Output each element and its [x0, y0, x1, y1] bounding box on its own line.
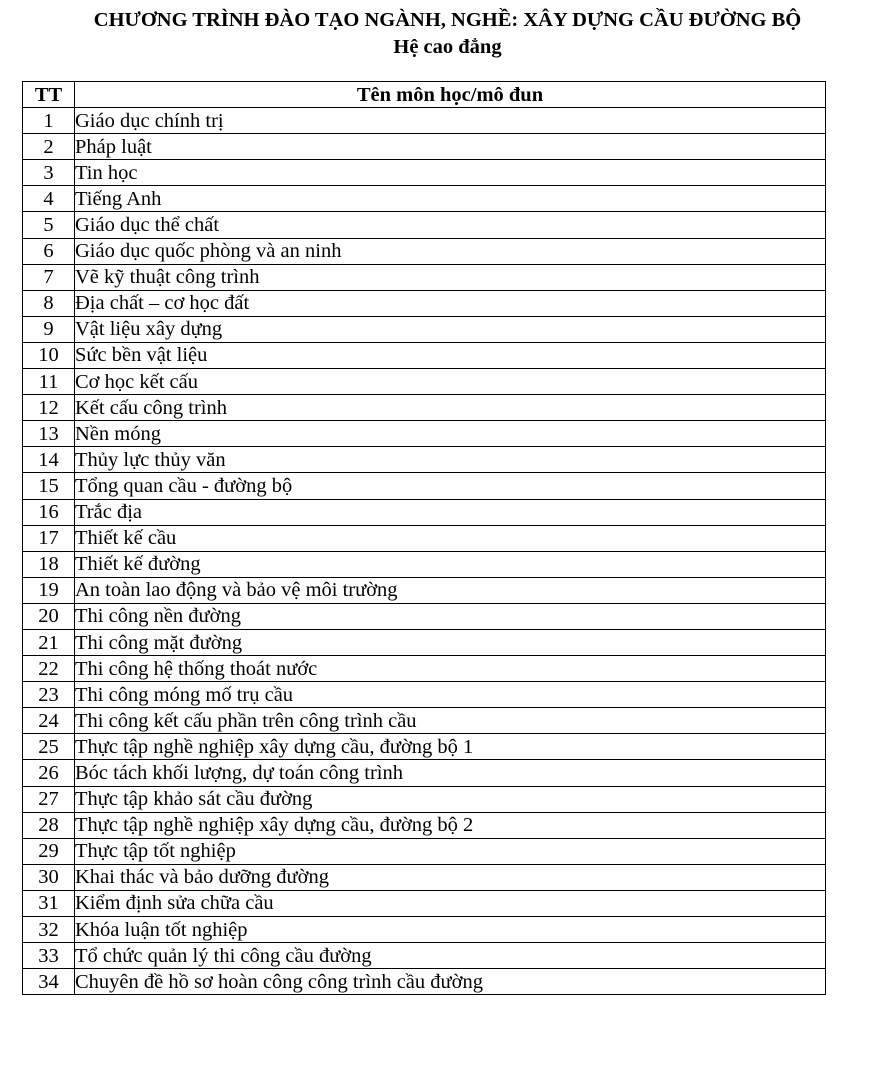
course-name: Thiết kế đường — [75, 551, 826, 577]
course-name: Vật liệu xây dựng — [75, 316, 826, 342]
row-index: 2 — [23, 134, 75, 160]
course-name: Kết cấu công trình — [75, 395, 826, 421]
table-row — [23, 760, 826, 786]
table-row — [23, 186, 826, 212]
row-index: 8 — [23, 290, 75, 316]
course-name: Thi công kết cấu phần trên công trình cầu — [75, 708, 826, 734]
row-index: 15 — [23, 473, 75, 499]
row-index: 34 — [23, 969, 75, 995]
course-name: Cơ học kết cấu — [75, 369, 826, 395]
course-name: Bóc tách khối lượng, dự toán công trình — [75, 760, 826, 786]
row-index: 24 — [23, 708, 75, 734]
course-name: Thiết kế cầu — [75, 525, 826, 551]
course-name: Thực tập nghề nghiệp xây dựng cầu, đường bộ 1 — [75, 734, 826, 760]
row-index: 30 — [23, 864, 75, 890]
row-index: 25 — [23, 734, 75, 760]
table-row — [23, 917, 826, 943]
table-row — [23, 812, 826, 838]
table-row — [23, 342, 826, 368]
table-row — [23, 238, 826, 264]
table-row — [23, 708, 826, 734]
table-row — [23, 656, 826, 682]
course-name: Tiếng Anh — [75, 186, 826, 212]
table-row — [23, 499, 826, 525]
table-row — [23, 108, 826, 134]
row-index: 33 — [23, 943, 75, 969]
row-index: 14 — [23, 447, 75, 473]
course-name: Khóa luận tốt nghiệp — [75, 917, 826, 943]
course-name: Giáo dục quốc phòng và an ninh — [75, 238, 826, 264]
table-row — [23, 264, 826, 290]
table-row — [23, 786, 826, 812]
document-subtitle: Hệ cao đẳng — [393, 36, 502, 58]
table-row — [23, 629, 826, 655]
course-name: Nền móng — [75, 421, 826, 447]
course-name: Trắc địa — [75, 499, 826, 525]
row-index: 4 — [23, 186, 75, 212]
table-row — [23, 316, 826, 342]
row-index: 19 — [23, 577, 75, 603]
course-name: Thực tập tốt nghiệp — [75, 838, 826, 864]
course-name: Kiểm định sửa chữa cầu — [75, 890, 826, 916]
course-name: Thi công móng mố trụ cầu — [75, 682, 826, 708]
row-index: 1 — [23, 108, 75, 134]
table-row — [23, 369, 826, 395]
table-row — [23, 421, 826, 447]
row-index: 6 — [23, 238, 75, 264]
course-name: Giáo dục thể chất — [75, 212, 826, 238]
row-index: 9 — [23, 316, 75, 342]
course-name: Địa chất – cơ học đất — [75, 290, 826, 316]
row-index: 7 — [23, 264, 75, 290]
row-index: 12 — [23, 395, 75, 421]
table-row — [23, 525, 826, 551]
row-index: 32 — [23, 917, 75, 943]
course-name: Thi công hệ thống thoát nước — [75, 656, 826, 682]
table-row — [23, 290, 826, 316]
course-name: Sức bền vật liệu — [75, 342, 826, 368]
table-body — [23, 108, 826, 995]
row-index: 23 — [23, 682, 75, 708]
table-header-row — [23, 82, 826, 108]
row-index: 17 — [23, 525, 75, 551]
table-row — [23, 160, 826, 186]
table-row — [23, 551, 826, 577]
row-index: 31 — [23, 890, 75, 916]
row-index: 3 — [23, 160, 75, 186]
course-name: An toàn lao động và bảo vệ môi trường — [75, 577, 826, 603]
table-row — [23, 969, 826, 995]
curriculum-table — [22, 81, 826, 995]
header-course-name: Tên môn học/mô đun — [75, 82, 826, 108]
course-name: Vẽ kỹ thuật công trình — [75, 264, 826, 290]
course-name: Thực tập nghề nghiệp xây dựng cầu, đường bộ 2 — [75, 812, 826, 838]
table-row — [23, 577, 826, 603]
course-name: Pháp luật — [75, 134, 826, 160]
row-index: 28 — [23, 812, 75, 838]
table-row — [23, 134, 826, 160]
table-row — [23, 943, 826, 969]
course-name: Tổ chức quản lý thi công cầu đường — [75, 943, 826, 969]
table-row — [23, 734, 826, 760]
row-index: 11 — [23, 369, 75, 395]
row-index: 16 — [23, 499, 75, 525]
row-index: 21 — [23, 629, 75, 655]
row-index: 22 — [23, 656, 75, 682]
table-row — [23, 447, 826, 473]
course-name: Thi công nền đường — [75, 603, 826, 629]
course-name: Thực tập khảo sát cầu đường — [75, 786, 826, 812]
table-row — [23, 395, 826, 421]
row-index: 18 — [23, 551, 75, 577]
table-row — [23, 473, 826, 499]
course-name: Tổng quan cầu - đường bộ — [75, 473, 826, 499]
course-name: Thi công mặt đường — [75, 629, 826, 655]
document-title: CHƯƠNG TRÌNH ĐÀO TẠO NGÀNH, NGHỀ: XÂY DỰNG CẦU ĐƯỜNG BỘ — [93, 9, 802, 31]
row-index: 27 — [23, 786, 75, 812]
row-index: 5 — [23, 212, 75, 238]
course-name: Giáo dục chính trị — [75, 108, 826, 134]
course-name: Thủy lực thủy văn — [75, 447, 826, 473]
row-index: 20 — [23, 603, 75, 629]
row-index: 29 — [23, 838, 75, 864]
row-index: 26 — [23, 760, 75, 786]
table-row — [23, 890, 826, 916]
row-index: 10 — [23, 342, 75, 368]
table-row — [23, 864, 826, 890]
table-row — [23, 838, 826, 864]
course-name: Tin học — [75, 160, 826, 186]
header-index: TT — [23, 82, 75, 108]
table-row — [23, 682, 826, 708]
table-row — [23, 212, 826, 238]
table-row — [23, 603, 826, 629]
course-name: Khai thác và bảo dưỡng đường — [75, 864, 826, 890]
course-name: Chuyên đề hồ sơ hoàn công công trình cầu đường — [75, 969, 826, 995]
row-index: 13 — [23, 421, 75, 447]
